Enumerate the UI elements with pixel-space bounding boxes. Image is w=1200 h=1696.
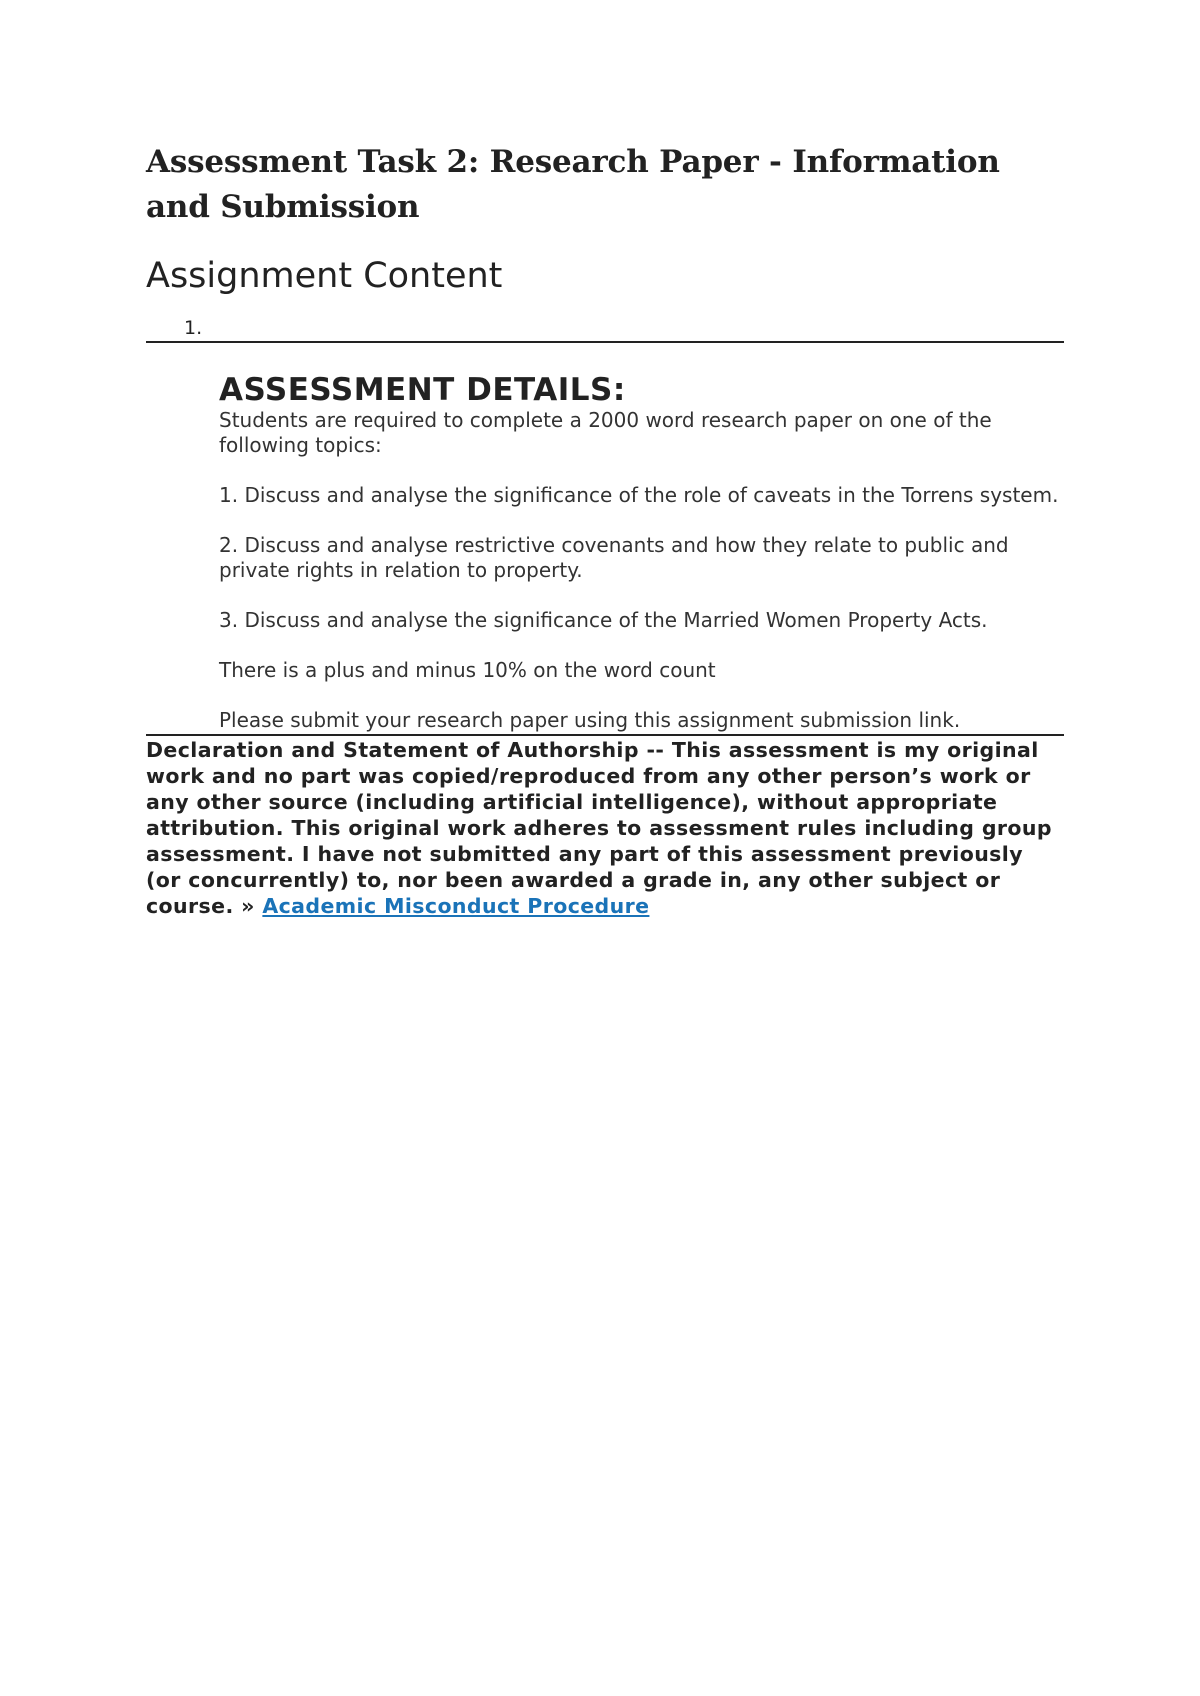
topic-item: 3. Discuss and analyse the significance of the Married Women Property Acts.: [219, 608, 988, 632]
bottom-divider: [146, 734, 1064, 736]
document-title: Assessment Task 2: Research Paper - Information and Submission: [146, 144, 1000, 225]
academic-misconduct-link[interactable]: Academic Misconduct Procedure: [262, 894, 650, 918]
assessment-details-heading: ASSESSMENT DETAILS:: [219, 372, 626, 408]
word-count-note: There is a plus and minus 10% on the word count: [219, 658, 716, 682]
topic-item: 2. Discuss and analyse restrictive covenants and how they relate to public and private rights in relation to property.: [219, 533, 1009, 582]
section-heading: Assignment Content: [146, 256, 503, 296]
assessment-details: [146, 343, 1064, 733]
submission-note: Please submit your research paper using this assignment submission link.: [219, 708, 961, 732]
list-marker: 1.: [184, 317, 203, 339]
declaration-statement: [146, 737, 1064, 919]
document-page: [146, 140, 1064, 919]
declaration-text: Declaration and Statement of Authorship -- This assessment is my original work and no part was copied/reproduced from any other person’s work or any other source (including artificial intelligence), without appropriate attribution. This original work adheres to assessment rules including group assessment. I have not submitted any part of this assessment previously (or concurrently) to, nor been awarded a grade in, any other subject or course. »: [146, 738, 1052, 918]
topic-item: 1. Discuss and analyse the significance of the role of caveats in the Torrens system.: [219, 483, 1059, 507]
assessment-intro: Students are required to complete a 2000 word research paper on one of the following topics:: [219, 408, 992, 457]
